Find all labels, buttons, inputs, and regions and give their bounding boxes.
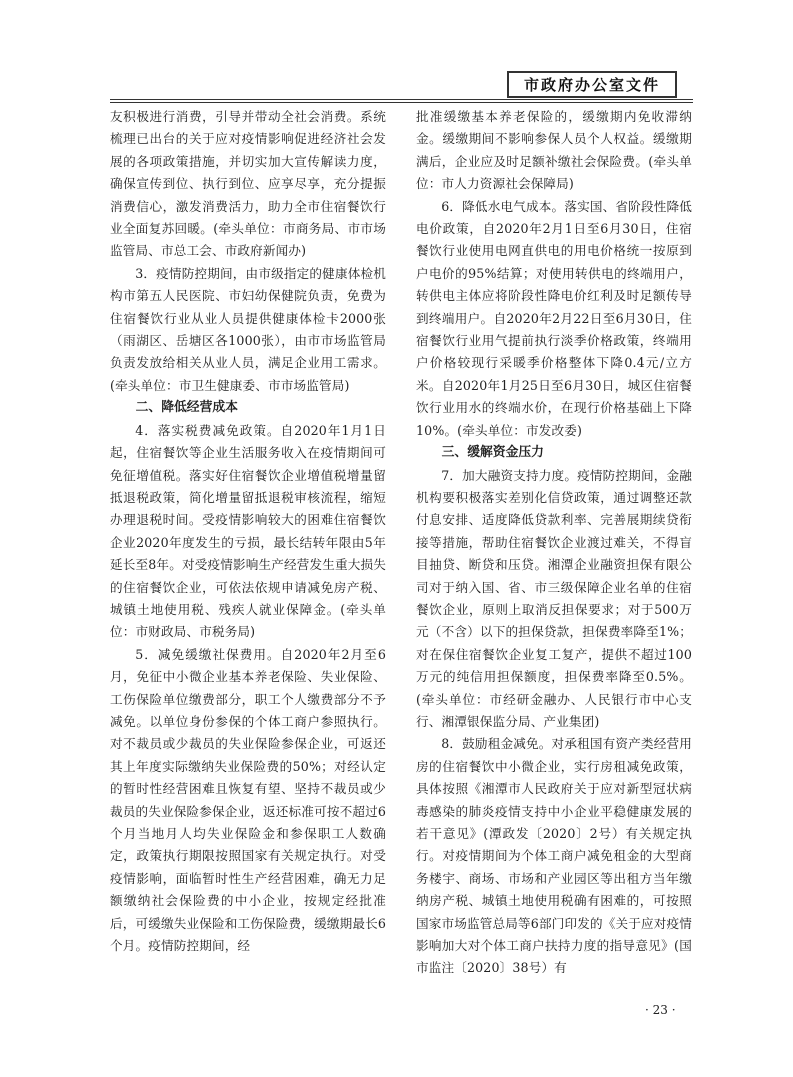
header-rule-bottom [110, 102, 693, 103]
paragraph: 3．疫情防控期间，由市级指定的健康体检机构市第五人民医院、市妇幼保健院负责，免费为住宿餐饮行业从业人员提供健康体检卡2000张（雨湖区、岳塘区各1000张），由市市场监管局负责发放给相关从业人员，满足企业用工需求。(牵头单位：市卫生健康委、市市场监管局) [110, 265, 386, 393]
left-column [110, 106, 386, 957]
section-heading: 三、缓解资金压力 [441, 445, 544, 461]
paragraph: 7．加大融资支持力度。疫情防控期间，金融机构要积极落实差别化信贷政策，通过调整还款付息安排、适度降低贷款利率、完善展期续贷衔接等措施，帮助住宿餐饮企业渡过难关，不得盲目抽贷、断贷和压贷。湘潭企业融资担保有限公司对于纳入国、省、市三级保障企业名单的住宿餐饮企业，原则上取消反担保要求；对于500万元（不含）以下的担保贷款，担保费率降至1%；对在保住宿餐饮企业复工复产，提供不超过100万元的纯信用担保额度，担保费率降至0.5%。(牵头单位：市经研金融办、人民银行市中心支行、湘潭银保监分局、产业集团) [416, 467, 692, 729]
paragraph: 批准缓缴基本养老保险的，缓缴期内免收滞纳金。缓缴期间不影响参保人员个人权益。缓缴期满后，企业应及时足额补缴社会保险费。(牵头单位：市人力资源社会保障局) [416, 109, 692, 192]
page-number: · 23 · [645, 1003, 676, 1017]
paragraph: 5．减免缓缴社保费用。自2020年2月至6月，免征中小微企业基本养老保险、失业保险、工伤保险单位缴费部分，职工个人缴费部分不予减免。以单位身份参保的个体工商户参照执行。对不裁员或少裁员的失业保险参保企业，可返还其上年度实际缴纳失业保险费的50%；对经认定的暂时性经营困难且恢复有望、坚持不裁员或少裁员的失业保险参保企业，返还标准可按不超过6个月当地月人均失业保险金和参保职工人数确定，政策执行期限按照国家有关规定执行。对受疫情影响，面临暂时性生产经营困难，确无力足额缴纳社会保险费的中小企业，按规定经批准后，可缓缴失业保险和工伤保险费，缓缴期最长6个月。疫情防控期间，经 [110, 646, 386, 954]
section-heading: 二、降低经营成本 [135, 400, 238, 416]
right-column [416, 106, 692, 980]
paragraph: 6．降低水电气成本。落实国、省阶段性降低电价政策，自2020年2月1日至6月30日，住宿餐饮行业使用电网直供电的用电价格统一按原到户电价的95%结算；对使用转供电的终端用户，转供电主体应将阶段性降电价红利及时足额传导到终端用户。自2020年2月22日至6月30日，住宿餐饮行业用气提前执行淡季价格政策，终端用户价格较现行采暖季价格整体下降0.4元/立方米。自2020年1月25日至6月30日，城区住宿餐饮行业用水的终端水价，在现行价格基础上下降10%。(牵头单位：市发改委) [416, 198, 692, 438]
paragraph: 8．鼓励租金减免。对承租国有资产类经营用房的住宿餐饮中小微企业，实行房租减免政策，具体按照《湘潭市人民政府关于应对新型冠状病毒感染的肺炎疫情支持中小企业平稳健康发展的若干意见》(潭政发〔2020〕2号）有关规定执行。对疫情期间为个体工商户减免租金的大型商务楼宇、商场、市场和产业园区等出租方当年缴纳房产税、城镇土地使用税确有困难的，可按照国家市场监管总局等6部门印发的《关于应对疫情影响加大对个体工商户扶持力度的指导意见》(国市监注〔2020〕38号）有 [416, 736, 692, 976]
header-rule-top [110, 99, 693, 100]
paragraph: 4．落实税费减免政策。自2020年1月1日起，住宿餐饮等企业生活服务收入在疫情期间可免征增值税。落实好住宿餐饮企业增值税增量留抵退税政策，简化增量留抵退税审核流程，缩短办理退税时间。受疫情影响较大的困难住宿餐饮企业2020年度发生的亏损，最长结转年限由5年延长至8年。对受疫情影响生产经营发生重大损失的住宿餐饮企业，可依法依规申请减免房产税、城镇土地使用税、残疾人就业保障金。(牵头单位：市财政局、市税务局) [110, 422, 386, 640]
paragraph: 友积极进行消费，引导并带动全社会消费。系统梳理已出台的关于应对疫情影响促进经济社会发展的各项政策措施，并切实加大宣传解读力度，确保宣传到位、执行到位、应享尽享，充分提振消费信心，激发消费活力，助力全市住宿餐饮行业全面复苏回暖。(牵头单位：市商务局、市市场监管局、市总工会、市政府新闻办) [110, 109, 386, 259]
section-badge: 市政府办公室文件 [507, 71, 677, 98]
